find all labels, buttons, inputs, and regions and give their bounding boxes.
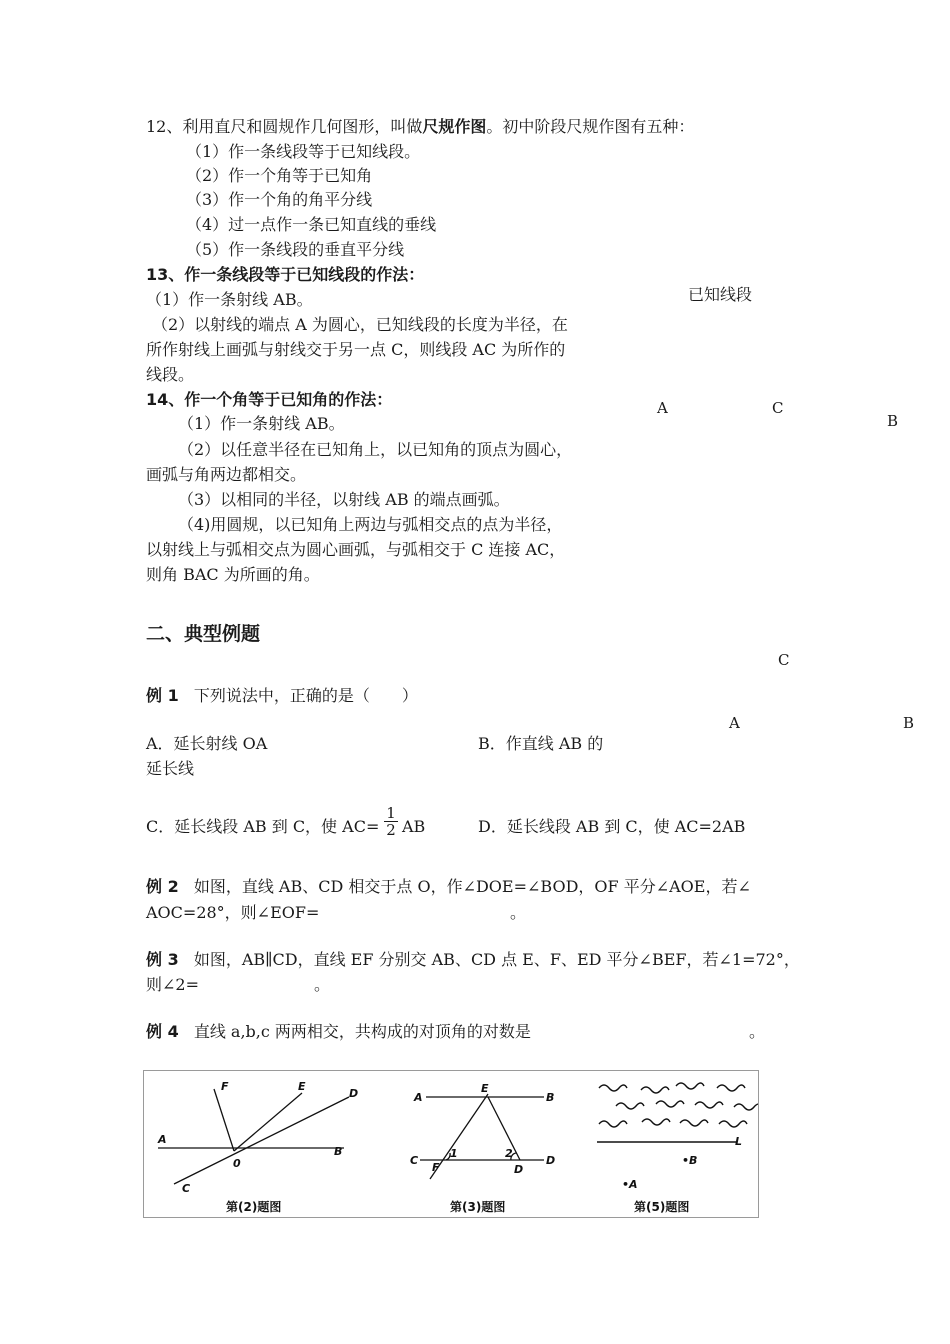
option-a: A．延长射线 OA [146,734,268,753]
fig3-label-e: E [481,1082,489,1095]
figures-panel [143,1070,759,1218]
option-b: B．作直线 AB 的 [478,734,604,753]
known-segment-label: 已知线段 [688,285,753,304]
section14-line-4: （3）以相同的半径，以射线 AB 的端点画弧。 [178,490,510,509]
section13-line-4: 线段。 [146,365,195,384]
figures-svg [144,1071,758,1217]
section12-item-4: （4）过一点作一条已知直线的垂线 [186,215,437,234]
section-heading: 二、典型例题 [146,623,261,645]
fig2-label-b: B [334,1145,343,1158]
section14-title: 14、作一个角等于已知角的作法： [146,390,393,409]
fig5-label-l: L [735,1135,743,1148]
fig2-label-e: E [298,1080,306,1093]
example-4-label: 例 4 [146,1022,179,1041]
fig2-label-d: D [349,1087,359,1100]
option-c-tail: AB [402,817,426,836]
fig3-label-b: B [546,1091,555,1104]
fig5-point-a: •A [622,1178,638,1191]
section12-tail: 。初中阶段尺规作图有五种： [486,117,695,136]
point-label-b: B [903,714,915,732]
fig3-caption: 第(3)题图 [450,1200,506,1214]
fraction-denominator: 2 [386,821,396,839]
section12-term: 尺规作图 [422,117,487,136]
section13-line-3: 所作射线上画弧与射线交于另一点 C，则线段 AC 为所作的 [146,340,566,359]
fig5-caption: 第(5)题图 [634,1200,690,1214]
option-c: C．延长线段 AB 到 C，使 AC= [146,817,380,836]
fig2-label-a: A [158,1133,167,1146]
fig3-label-d: D [514,1163,524,1176]
figure-5-water [599,1083,758,1127]
section14-line-6: 以射线上与弧相交点为圆心画弧，与弧相交于 C 连接 AC， [146,540,566,559]
section14-line-7: 则角 BAC 为所画的角。 [146,565,320,584]
section14-line-3: 画弧与角两边都相交。 [146,465,307,484]
fig2-label-c: C [182,1182,191,1195]
example-4-text: 直线 a,b,c 两两相交，共构成的对顶角的对数是 [193,1022,531,1041]
section12-item-3: （3）作一个角的角平分线 [186,190,373,209]
ray-oe [234,1093,302,1151]
point-label-c: C [778,651,790,669]
fig3-angle-2: 2 [505,1147,513,1160]
fig5-point-b: •B [682,1154,698,1167]
example-3-label: 例 3 [146,950,179,969]
fig3-label-d-end: D [546,1154,556,1167]
example-1-label: 例 1 [146,686,179,705]
section14-line-2: （2）以任意半径在已知角上，以已知角的顶点为圆心， [178,440,573,459]
example-2-text: 如图，直线 AB、CD 相交于点 O，作∠DOE=∠BOD，OF 平分∠AOE，若∠ [193,877,751,896]
example-3-line-1 [146,950,800,970]
section13-line-2: （2）以射线的端点 A 为圆心，已知线段的长度为半径，在 [152,315,568,334]
example-4-end: 。 [749,1022,766,1041]
point-label-c: C [772,399,784,417]
section14-line-5: （4)用圆规，以已知角上两边与弧相交点的点为半径， [178,515,563,534]
example-3-end: 。 [314,975,331,994]
point-label-a: A [729,714,740,732]
section12-intro: 12、利用直尺和圆规作几何图形，叫做 [146,117,423,136]
example-2-end: 。 [510,903,527,922]
example-1-text: 下列说法中，正确的是（ ） [193,686,418,705]
fraction-one-half [384,805,398,838]
example-2-line-1 [146,877,751,897]
option-d: D．延长线段 AB 到 C，使 AC=2AB [478,817,746,836]
point-label-a: A [657,399,668,417]
option-b-continued: 延长线 [146,759,195,778]
fig2-label-f: F [221,1080,229,1093]
line-cd [174,1097,349,1184]
fig3-angle-1: 1 [450,1147,458,1160]
figure-2 [158,1089,349,1184]
fraction-numerator: 1 [384,805,398,822]
example-3-text: 如图，AB∥CD，直线 EF 分别交 AB、CD 点 E、F、ED 平分∠BEF，若∠1=72°， [193,950,800,969]
section12-item-2: （2）作一个角等于已知角 [186,166,373,185]
fig2-caption: 第(2)题图 [226,1200,282,1214]
example-2-label: 例 2 [146,877,179,896]
point-label-b: B [887,412,899,430]
segment-ed [488,1097,520,1160]
example-4-line [146,1022,531,1042]
section13-title: 13、作一条线段等于已知线段的作法： [146,265,425,284]
example-1-question [146,686,418,706]
section12-line [146,117,694,137]
section12-item-5: （5）作一条线段的垂直平分线 [186,240,405,259]
example-2-line-2: AOC=28°，则∠EOF= [146,903,320,922]
fig2-label-o: 0 [233,1157,241,1170]
ray-of [214,1089,234,1151]
fig3-label-c: C [410,1154,419,1167]
section14-line-1: （1）作一条射线 AB。 [178,414,345,433]
fig3-label-f: F [432,1161,440,1174]
fig3-label-a: A [414,1091,423,1104]
example-3-line-2: 则∠2= [146,975,199,994]
section12-item-1: （1）作一条线段等于已知线段。 [186,142,421,161]
section13-line-1: （1）作一条射线 AB。 [146,290,313,309]
